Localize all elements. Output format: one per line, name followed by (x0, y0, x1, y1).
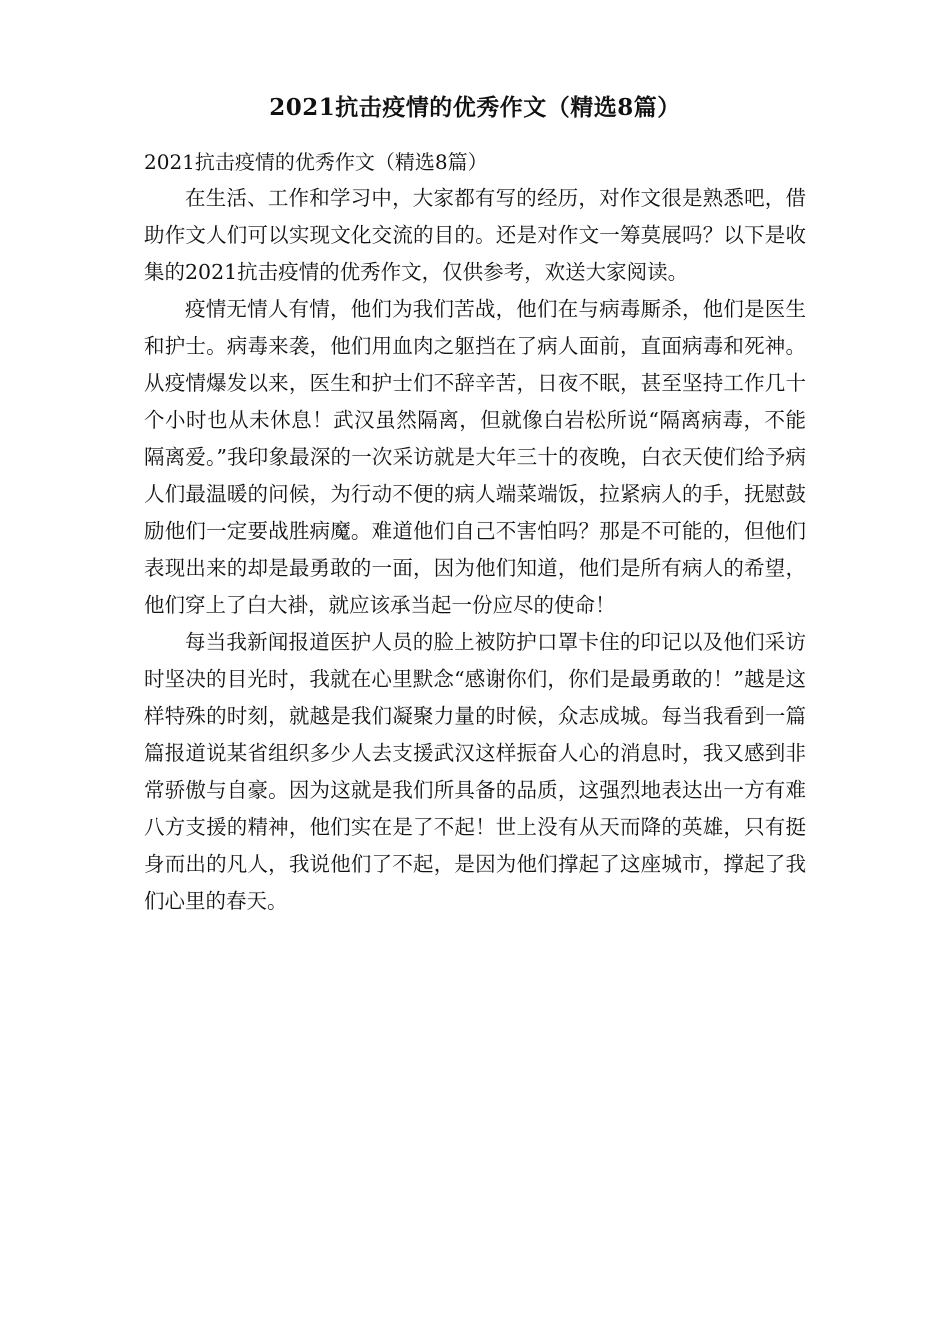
paragraph-heroes: 每当我新闻报道医护人员的脸上被防护口罩卡住的印记以及他们采访时坚决的目光时，我就在心里默念“感谢你们，你们是最勇敢的！”越是这样特殊的时刻，就越是我们凝聚力量的时候，众志成城。每当我看到一篇篇报道说某省组织多少人去支援武汉这样振奋人心的消息时，我又感到非常骄傲与自豪。因为这就是我们所具备的品质，这强烈地表达出一方有难八方支援的精神，他们实在是了不起！世上没有从天而降的英雄，只有挺身而出的凡人，我说他们了不起，是因为他们撑起了这座城市，撑起了我们心里的春天。 (144, 630, 806, 913)
paragraph-doctors-nurses: 疫情无情人有情，他们为我们苦战，他们在与病毒厮杀，他们是医生和护士。病毒来袭，他们用血肉之躯挡在了病人面前，直面病毒和死神。从疫情爆发以来，医生和护士们不辞辛苦，日夜不眠，甚至坚持工作几十个小时也从未休息！武汉虽然隔离，但就像白岩松所说“隔离病毒，不能隔离爱。”我印象最深的一次采访就是大年三十的夜晚，白衣天使们给予病人们最温暖的问候，为行动不便的病人端菜端饭，拉紧病人的手，抚慰鼓励他们一定要战胜病魔。难道他们自己不害怕吗？那是不可能的，但他们表现出来的却是最勇敢的一面，因为他们知道，他们是所有病人的希望，他们穿上了白大褂，就应该承当起一份应尽的使命！ (144, 297, 806, 617)
document-body (144, 180, 806, 920)
document-subtitle: 2021抗击疫情的优秀作文（精选8篇） (144, 150, 488, 174)
paragraph-intro: 在生活、工作和学习中，大家都有写的经历，对作文很是熟悉吧，借助作文人们可以实现文化交流的目的。还是对作文一筹莫展吗？以下是收集的2021抗击疫情的优秀作文，仅供参考，欢送大家阅读。 (144, 186, 806, 284)
document-title: 2021抗击疫情的优秀作文（精选8篇） (269, 94, 681, 121)
